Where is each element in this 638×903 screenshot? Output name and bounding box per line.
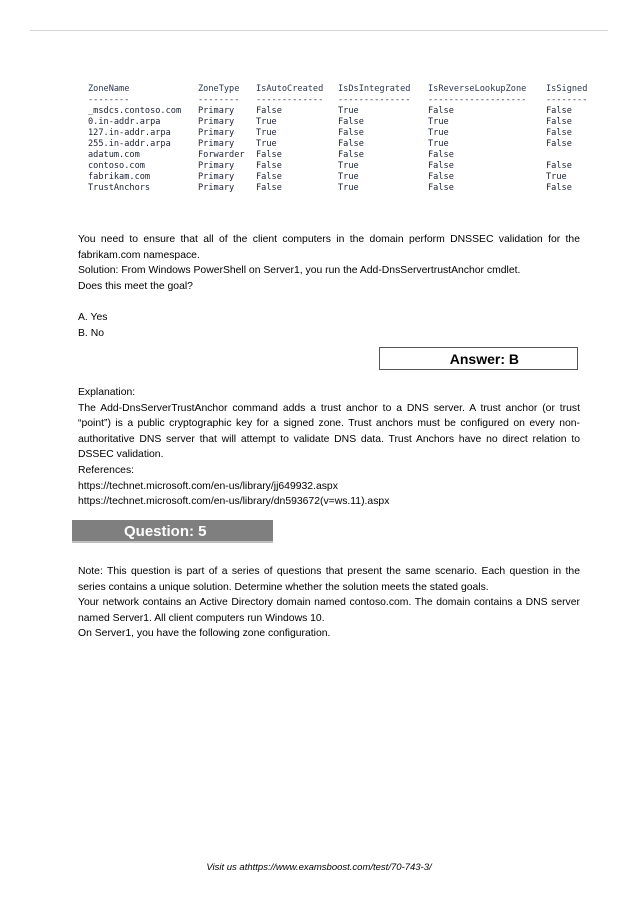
explanation-heading: Explanation: [78, 387, 136, 398]
table-cell: IsReverseLookupZone [428, 84, 527, 94]
table-cell: True [428, 139, 449, 149]
table-cell: False [428, 150, 454, 160]
option-b: B. No [78, 327, 104, 339]
table-cell: 127.in-addr.arpa [88, 128, 171, 138]
table-cell: fabrikam.com [88, 172, 151, 182]
table-cell: False [256, 172, 282, 182]
table-cell: Primary [198, 161, 235, 171]
table-row [80, 117, 592, 128]
table-cell: -------- [546, 95, 588, 105]
table-cell: False [256, 183, 282, 193]
zone-configuration-table [80, 84, 592, 208]
table-cell: True [256, 117, 277, 127]
top-divider [30, 30, 608, 31]
question-5-title: Question: 5 [124, 523, 207, 540]
table-row [80, 139, 592, 150]
table-cell: -------- [198, 95, 240, 105]
table-cell: True [338, 106, 359, 116]
table-cell: -------- [88, 95, 130, 105]
answer-box [379, 347, 578, 370]
table-cell: True [256, 128, 277, 138]
table-cell: False [546, 106, 572, 116]
table-cell: False [546, 117, 572, 127]
table-cell: False [338, 139, 364, 149]
reference-link-1[interactable]: https://technet.microsoft.com/en-us/library/jj649932.aspx [78, 480, 338, 492]
table-cell: False [428, 106, 454, 116]
table-separator-row [80, 95, 592, 106]
table-cell [538, 150, 592, 161]
table-cell: contoso.com [88, 161, 145, 171]
table-cell: False [546, 139, 572, 149]
table-cell: Primary [198, 117, 235, 127]
table-cell: True [256, 139, 277, 149]
table-cell: False [428, 161, 454, 171]
table-cell: Primary [198, 128, 235, 138]
explanation-block [78, 385, 580, 510]
table-row [80, 128, 592, 139]
question-requirement: You need to ensure that all of the client computers in the domain perform DNSSEC validation for the fabrikam.com namespace. [78, 234, 580, 261]
table-cell: TrustAnchors [88, 183, 151, 193]
table-cell: Primary [198, 139, 235, 149]
table-cell: Primary [198, 172, 235, 182]
table-cell: False [428, 183, 454, 193]
table-header-row [80, 84, 592, 95]
answer-label: Answer: B [449, 351, 519, 367]
table-cell: False [546, 161, 572, 171]
references-heading: References: [78, 464, 135, 476]
table-cell: IsDsIntegrated [338, 84, 411, 94]
table-cell: Primary [198, 183, 235, 193]
table-cell: False [428, 172, 454, 182]
table-cell: ZoneName [88, 84, 130, 94]
table-cell: False [338, 117, 364, 127]
footer-link[interactable]: Visit us athttps://www.examsboost.com/test/70-743-3/ [206, 862, 432, 873]
table-cell: True [338, 183, 359, 193]
question-5-config: On Server1, you have the following zone configuration. [78, 628, 331, 640]
table-cell: True [338, 172, 359, 182]
question-5-network: Your network contains an Active Directory domain named contoso.com. The domain contains a DNS server named Server1. All client computers run Windows 10. [78, 597, 580, 624]
table-cell: adatum.com [88, 150, 140, 160]
table-row [80, 172, 592, 183]
table-row [80, 150, 592, 161]
option-a: A. Yes [78, 311, 108, 323]
table-cell: True [428, 117, 449, 127]
question-5-note: Note: This question is part of a series of questions that present the same scenario. Each question in the series contains a unique solution. Determine whether the solution meets the stated goals. [78, 566, 580, 593]
table-cell: IsAutoCreated [256, 84, 324, 94]
table-cell: 255.in-addr.arpa [88, 139, 171, 149]
table-row [80, 183, 592, 194]
explanation-body: The Add-DnsServerTrustAnchor command adds a trust anchor to a DNS server. A trust anchor (or trust “point”) is a public cryptographic key for a signed zone. Trust anchors must be configured on every non-authoritative DNS server that will attempt to validate DNS data. Trust Anchors have no direct relation to DSSEC validation. [78, 402, 580, 461]
question-5-banner [72, 520, 273, 543]
table-cell: True [428, 128, 449, 138]
table-cell: Forwarder [198, 150, 245, 160]
question-prompt: Does this meet the goal? [78, 280, 193, 292]
table-cell: Primary [198, 106, 235, 116]
table-cell: -------------- [338, 95, 411, 105]
table-cell: ------------- [256, 95, 324, 105]
table-cell: False [546, 183, 572, 193]
table-cell: 0.in-addr.arpa [88, 117, 161, 127]
table-cell: _msdcs.contoso.com [88, 106, 182, 116]
question-solution: Solution: From Windows PowerShell on Server1, you run the Add-DnsServertrustAnchor cmdlet. [78, 265, 521, 277]
table-row [80, 106, 592, 117]
question-text [78, 232, 580, 341]
table-cell: IsSigned [546, 84, 588, 94]
table-cell: ZoneType [198, 84, 240, 94]
table-cell: False [256, 161, 282, 171]
table-cell: False [338, 128, 364, 138]
table-cell: False [338, 150, 364, 160]
table-cell: ------------------- [428, 95, 527, 105]
table-cell: False [546, 128, 572, 138]
table-cell: False [256, 150, 282, 160]
table-cell: True [338, 161, 359, 171]
reference-link-2[interactable]: https://technet.microsoft.com/en-us/library/dn593672(v=ws.11).aspx [78, 496, 390, 508]
question-5-text [78, 564, 580, 642]
table-cell: True [546, 172, 567, 182]
table-cell: False [256, 106, 282, 116]
table-row [80, 161, 592, 172]
